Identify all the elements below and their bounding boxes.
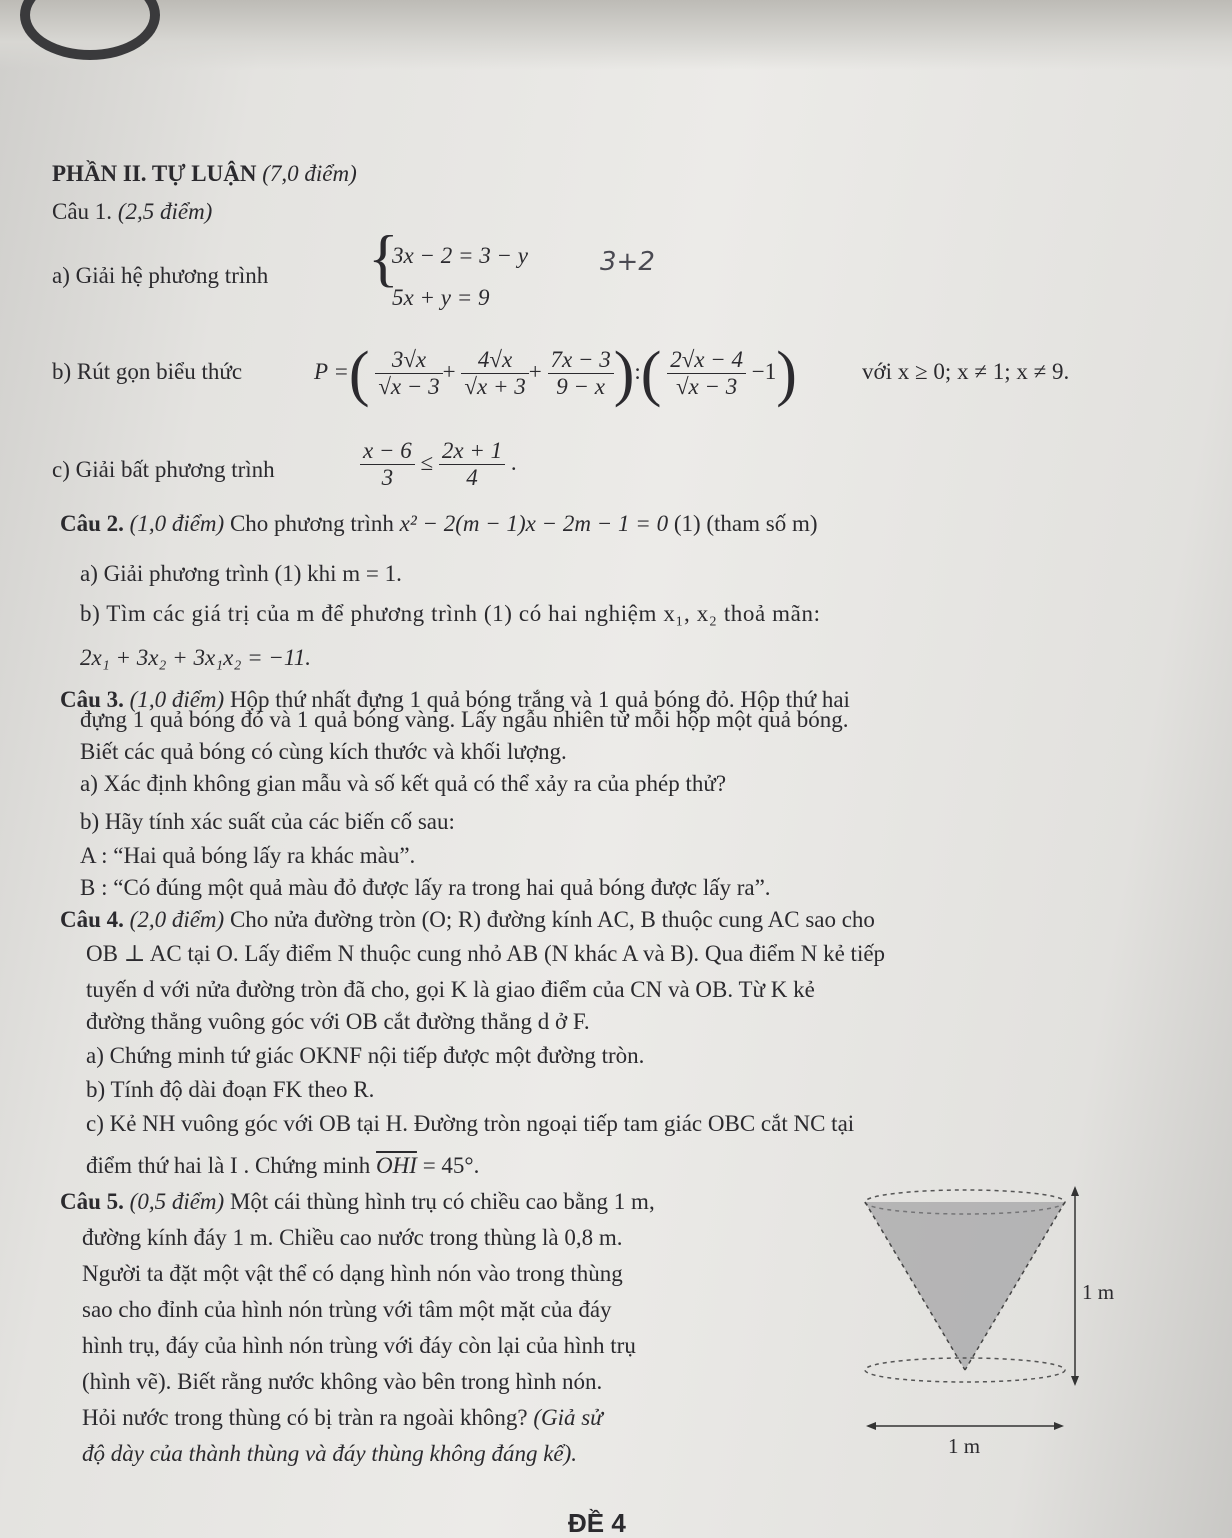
- q4b: b) Tính độ dài đoạn FK theo R.: [86, 1077, 375, 1102]
- q5-points: (0,5 điểm): [129, 1189, 225, 1214]
- q1b-frac1: $\frac{3√x}{√x - 3}$: [375, 347, 442, 400]
- q4-label: Câu 4.: [60, 907, 124, 932]
- q1b-frac3: $\frac{7x - 3}{9 - x}$: [548, 347, 614, 400]
- q1b-text: b) Rút gọn biểu thức: [52, 359, 243, 384]
- paren-open-2: (: [640, 339, 662, 408]
- paren-close-2: ): [776, 339, 797, 408]
- q1b-minus1: −1: [751, 359, 777, 384]
- section-points: (7,0 điểm): [262, 161, 357, 186]
- q3-line1: Hộp thứ nhất đựng 1 quả bóng trắng và 1 quả bóng đỏ. Hộp thứ hai: [229, 687, 850, 712]
- q5-line7-italic: (Giả sử: [533, 1405, 603, 1430]
- q1a-text: a) Giải hệ phương trình: [52, 263, 269, 288]
- q4-line3: tuyến d với nửa đường tròn đã cho, gọi K là giao điểm của CN và OB. Từ K kẻ: [86, 977, 815, 1002]
- q4c-line2: [86, 1152, 479, 1180]
- q1c-inequality: $\frac{x - 6}{3}$ ≤ $\frac{2x + 1}{4}$ .: [360, 438, 517, 491]
- q3-label: Câu 3.: [60, 687, 124, 712]
- q1a-eq2: 5x + y = 9: [392, 285, 490, 310]
- q2b: b) Tìm các giá trị của m để phương trình (1) có hai nghiệm x₁, x₂ thoả mãn:: [80, 601, 821, 626]
- q1c-text: c) Giải bất phương trình: [52, 457, 275, 482]
- q1b-frac2: $\frac{4√x}{√x + 3}$: [461, 347, 528, 400]
- section-heading: [52, 160, 357, 188]
- q4c-angle: $\overline{OHI}$: [376, 1153, 417, 1178]
- fig-height-label: 1 m: [1082, 1280, 1115, 1304]
- q1b-expression: P =( $\frac{3√x}{√x - 3}$ + $\frac{4√x}{√x + 3}$ + $\frac{7x - 3}{9 - x}$ ):( $\frac{2√x - 4}{√x - 3}$ −1): [314, 339, 797, 408]
- q4-points: (2,0 điểm): [129, 907, 225, 932]
- q1b-condition: với x ≥ 0; x ≠ 1; x ≠ 9.: [862, 359, 1070, 384]
- q3-points: (1,0 điểm): [129, 687, 225, 712]
- q4a: a) Chứng minh tứ giác OKNF nội tiếp được một đường tròn.: [86, 1043, 645, 1068]
- q5-line6: (hình vẽ). Biết rằng nước không vào bên trong hình nón.: [82, 1369, 603, 1394]
- q5-line2: đường kính đáy 1 m. Chiều cao nước trong thùng là 0,8 m.: [82, 1225, 623, 1250]
- q1c-frac2: $\frac{2x + 1}{4}$: [439, 438, 505, 491]
- q5-line3: Người ta đặt một vật thể có dạng hình nón vào trong thùng: [82, 1261, 623, 1286]
- q5-line5: hình trụ, đáy của hình nón trùng với đáy còn lại của hình trụ: [82, 1333, 636, 1358]
- width-arrow-left: [866, 1422, 876, 1430]
- q3a: a) Xác định không gian mẫu và số kết quả có thể xảy ra của phép thử?: [80, 771, 727, 796]
- q3-line3: Biết các quả bóng có cùng kích thước và khối lượng.: [80, 739, 567, 764]
- q3b: b) Hãy tính xác suất của các biến cố sau:: [80, 809, 455, 834]
- height-arrow-top: [1071, 1186, 1079, 1196]
- q4-heading: [60, 906, 875, 934]
- fig-width-label: 1 m: [948, 1434, 981, 1458]
- q5-line7-pre: Hỏi nước trong thùng có bị tràn ra ngoài không?: [82, 1405, 534, 1430]
- q3-event-B: B : “Có đúng một quả màu đỏ được lấy ra trong hai quả bóng được lấy ra”.: [80, 875, 771, 900]
- handwritten-note: 3+2: [600, 247, 655, 277]
- q3-line2: đựng 1 quả bóng đỏ và 1 quả bóng vàng. Lấy ngẫu nhiên từ mỗi hộp một quả bóng.: [80, 707, 849, 732]
- system-brace: {: [368, 222, 399, 293]
- q2-heading: [60, 510, 818, 538]
- q2a: a) Giải phương trình (1) khi m = 1.: [80, 561, 402, 586]
- q1c-frac1: $\frac{x - 6}{3}$: [360, 438, 415, 491]
- q2-equation: x² − 2(m − 1)x − 2m − 1 = 0: [399, 511, 669, 536]
- q1b-P: P =: [314, 359, 349, 384]
- cone-body: [865, 1202, 1065, 1370]
- q1-label: Câu 1.: [52, 199, 113, 224]
- q5-heading: [60, 1188, 655, 1216]
- q5-line4: sao cho đỉnh của hình nón trùng với tâm một mặt của đáy: [82, 1297, 612, 1322]
- q4c-post: = 45°.: [422, 1153, 480, 1178]
- paren-open: (: [348, 339, 370, 408]
- q5-line7: [82, 1404, 603, 1432]
- section-title: PHẦN II. TỰ LUẬN: [52, 161, 257, 186]
- width-arrow-right: [1054, 1422, 1064, 1430]
- q2b-condition: 2x₁ + 3x₂ + 3x₁x₂ = −11.: [80, 645, 311, 670]
- q1b-frac4: $\frac{2√x - 4}{√x - 3}$: [667, 347, 746, 400]
- q4-line2: OB ⊥ AC tại O. Lấy điểm N thuộc cung nhỏ AB (N khác A và B). Qua điểm N kẻ tiếp: [86, 941, 886, 966]
- q4c-pre: điểm thứ hai là I . Chứng minh: [86, 1153, 371, 1178]
- q4c: c) Kẻ NH vuông góc với OB tại H. Đường tròn ngoại tiếp tam giác OBC cắt NC tại: [86, 1111, 855, 1136]
- q2-points: (1,0 điểm): [129, 511, 225, 536]
- q1-points: (2,5 điểm): [117, 199, 213, 224]
- height-arrow-bottom: [1071, 1376, 1079, 1386]
- q2-label: Câu 2.: [60, 511, 124, 536]
- q5-line8: độ dày của thành thùng và đáy thùng không đáng kể).: [82, 1441, 578, 1466]
- binder-edge: [0, 0, 1232, 70]
- q5-label: Câu 5.: [60, 1189, 124, 1214]
- q3-event-A: A : “Hai quả bóng lấy ra khác màu”.: [80, 843, 416, 868]
- q1a-eq1: 3x − 2 = 3 − y: [392, 243, 528, 268]
- binder-ring: [20, 0, 160, 60]
- q4-line1: Cho nửa đường tròn (O; R) đường kính AC, B thuộc cung AC sao cho: [229, 907, 875, 932]
- paren-close: ): [613, 339, 635, 408]
- q1-heading: [52, 198, 212, 226]
- q2-tail: (1) (tham số m): [673, 511, 818, 536]
- q2-intro: Cho phương trình: [229, 511, 394, 536]
- q4-line4: đường thẳng vuông góc với OB cắt đường thẳng d ở F.: [86, 1009, 590, 1034]
- exam-number: ĐỀ 4: [568, 1508, 626, 1538]
- q5-line1: Một cái thùng hình trụ có chiều cao bằng 1 m,: [229, 1189, 655, 1214]
